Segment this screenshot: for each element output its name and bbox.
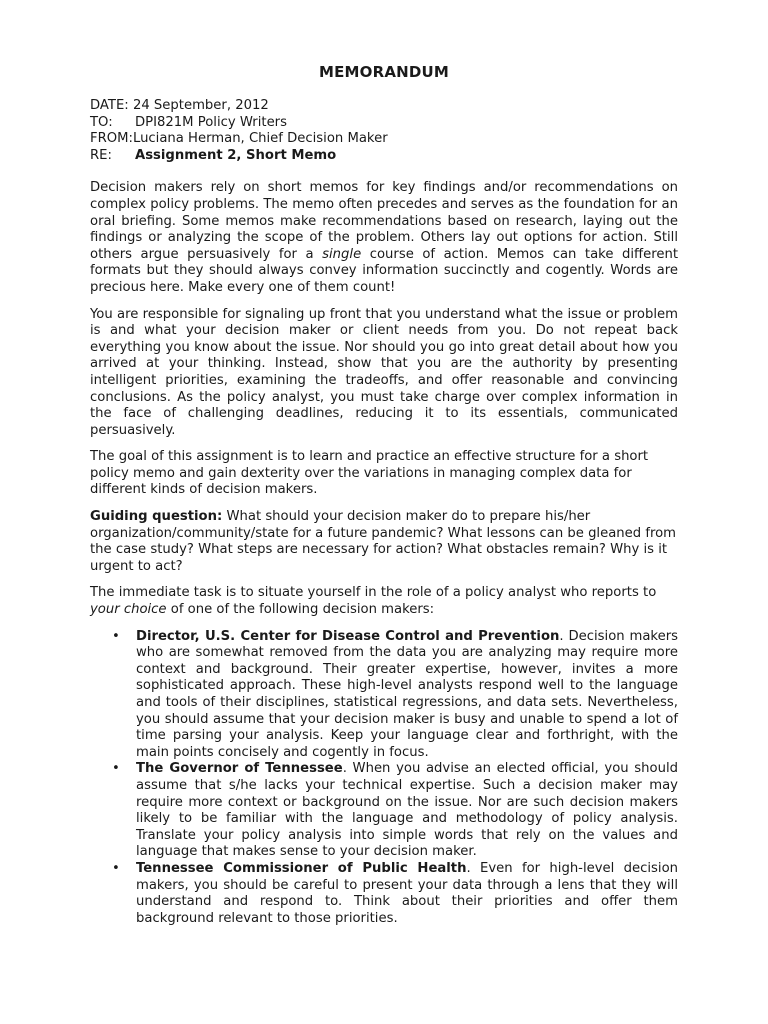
intro-paragraph: Decision makers rely on short memos for key findings and/or recommendations on complex policy problems. The memo often precedes and serves as the foundation for an oral briefing. Some memos make recommendations based on research, laying out the findings or analyzing the scope of the problem. Others lay out options for action. Still others argue persuasively for a single course of action. Memos can take different formats but they should always convey information succinctly and cogently. Words are precious here. Make every one of them count! (90, 180, 678, 295)
from-label: FROM: (90, 131, 133, 147)
list-item (90, 761, 678, 861)
bullet-icon: • (112, 761, 120, 777)
date-label: DATE: (90, 98, 129, 113)
decision-maker-title: Director, U.S. Center for Disease Control and Prevention (136, 628, 560, 644)
emphasis-single: single (322, 246, 362, 262)
date-value: 24 September, 2012 (132, 98, 269, 113)
re-row (90, 148, 678, 165)
list-item (90, 861, 678, 927)
decision-maker-text: . When you advise an elected official, you should assume that s/he lacks your technical expertise. Such a decision maker may require more context or background on the issue. Nor are such decision makers likely to be familiar with the language and methodology of policy analysis. Translate your policy analysis into simple words that rely on the values and language that makes sense to your decision maker. (136, 761, 678, 860)
memo-title: MEMORANDUM (318, 63, 450, 81)
emphasis-your-choice: your choice (90, 602, 167, 618)
from-value: Luciana Herman, Chief Decision Maker (132, 131, 388, 147)
to-row (90, 115, 678, 132)
to-label: TO: (90, 114, 113, 130)
guiding-question-label: Guiding question: (90, 509, 223, 525)
re-value: Assignment 2, Short Memo (135, 147, 337, 163)
list-item (90, 629, 678, 762)
responsibility-paragraph: You are responsible for signaling up front that you understand what the issue or problem is and what your decision maker or client needs from you. Do not repeat back everything you know about the issue. Nor should you go into great detail about how you arrived at your thinking. Instead, show that you are the authority by presenting intelligent priorities, examining the tradeoffs, and offer reasonable and convincing conclusions. As the policy analyst, you must take charge over complex information in the face of challenging deadlines, reducing it to its essentials, communicated persuasively. (90, 306, 678, 438)
to-value: DPI821M Policy Writers (135, 114, 287, 130)
memo-header (90, 98, 678, 164)
decision-maker-text: . Decision makers who are somewhat removed from the data you are analyzing may require more context and background. Their greater expertise, however, invites a more sophisticated approach. These high-level analysts respond well to the language and tools of their disciplines, statistical regressions, and data sets. Nevertheless, you should assume that your decision maker is busy and unable to spend a lot of time parsing your analysis. Keep your language clear and forthright, with the main points concisely and cogently in focus. (136, 628, 678, 760)
from-row (90, 131, 678, 148)
decision-maker-list (90, 629, 678, 928)
re-label: RE: (90, 147, 112, 163)
decision-maker-title: Tennessee Commissioner of Public Health (136, 860, 467, 876)
bullet-icon: • (112, 860, 120, 876)
guiding-question-paragraph: Guiding question: What should your decision maker do to prepare his/her organization/community/state for a future pandemic? What lessons can be gleaned from the case study? What steps are necessary for action? What obstacles remain? Why is it urgent to act? (90, 509, 677, 574)
decision-maker-title: The Governor of Tennessee (136, 761, 343, 777)
bullet-icon: • (112, 628, 120, 644)
task-paragraph: The immediate task is to situate yourself in the role of a policy analyst who reports to your choice of one of the following decision makers: (90, 585, 657, 618)
decision-maker-text: . Even for high-level decision makers, you should be careful to present your data through a lens that they will understand and respond to. Think about their priorities and offer them background relevant to those priorities. (136, 860, 678, 926)
goal-paragraph: The goal of this assignment is to learn and practice an effective structure for a short policy memo and gain dexterity over the variations in managing complex data for different kinds of decision makers. (90, 449, 649, 498)
date-row (90, 98, 678, 115)
